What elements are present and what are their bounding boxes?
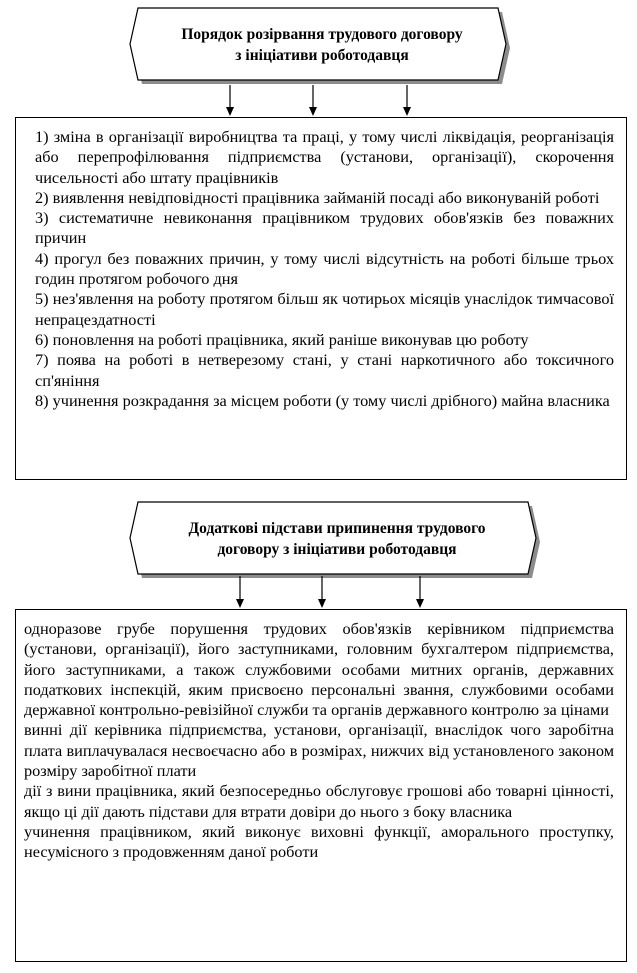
list-item: 2) виявлення невідповідності працівника займаній посаді або виконуваній роботі: [35, 187, 600, 207]
list-item: 7) поява на роботі в нетверезому стані, у стані наркотичного або токсичного сп'яніння: [35, 350, 614, 390]
list-item: 3) систематичне невиконання працівником трудових обов'язків без поважних причин: [35, 208, 614, 248]
arrow-icon: [309, 85, 317, 116]
arrow-icon: [416, 576, 424, 608]
list-item: учинення працівником, який виконує виховні функції, аморального проступку, несумісного з продовженням даної роботи: [24, 821, 614, 862]
list-item: 6) поновлення на роботі працівника, який раніше виконував цю роботу: [35, 329, 529, 349]
list-item: одноразове грубе порушення трудових обов'язків керівником підприємства (установи, організації), його заступниками, головним бухгалтером підприємства, його заступниками, а також службовими особами митних органів, державних податкових інспекцій, яким присвоєно персональні звання, службовими особами державної контрольно-ревізійної служби та органів державного контролю за цінами: [24, 619, 614, 720]
list-item: 8) учинення розкрадання за місцем роботи (у тому числі дрібного) майна власника: [35, 390, 610, 410]
banner-title-line-2: договору з ініціативи роботодавця: [217, 541, 457, 558]
arrow-icon: [403, 85, 411, 116]
list-item: 1) зміна в організації виробництва та праці, у тому числі ліквідація, реорганізація або перепрофілювання підприємства (установи, організації), скорочення чисельності або штату працівників: [35, 127, 614, 187]
list-item: дії з вини працівника, який безпосередньо обслуговує грошові або товарні цінності, якщо ці дії дають підстави для втрати довіри до нього з боку власника: [24, 781, 614, 821]
list-item: 4) прогул без поважних причин, у тому числі відсутність на роботі більше трьох годин протягом робочого дня: [35, 248, 614, 289]
banner-title-line-2: з ініціативи роботодавця: [235, 47, 409, 64]
banner-title-line-1: Порядок розірвання трудового договору: [181, 26, 463, 43]
arrow-icon: [236, 576, 244, 608]
arrow-icon: [226, 85, 234, 116]
banner-title-line-1: Додаткові підстави припинення трудового: [188, 520, 486, 537]
arrow-icon: [318, 576, 326, 608]
list-item: винні дії керівника підприємства, установи, організації, внаслідок чого заробітна плата виплачувалася несвоєчасно або в розмірах, нижчих від установленого законом розміру заробітної плати: [24, 720, 614, 781]
list-item: 5) нез'явлення на роботу протягом більш як чотирьох місяців унаслідок тимчасової непрацездатності: [35, 289, 614, 329]
